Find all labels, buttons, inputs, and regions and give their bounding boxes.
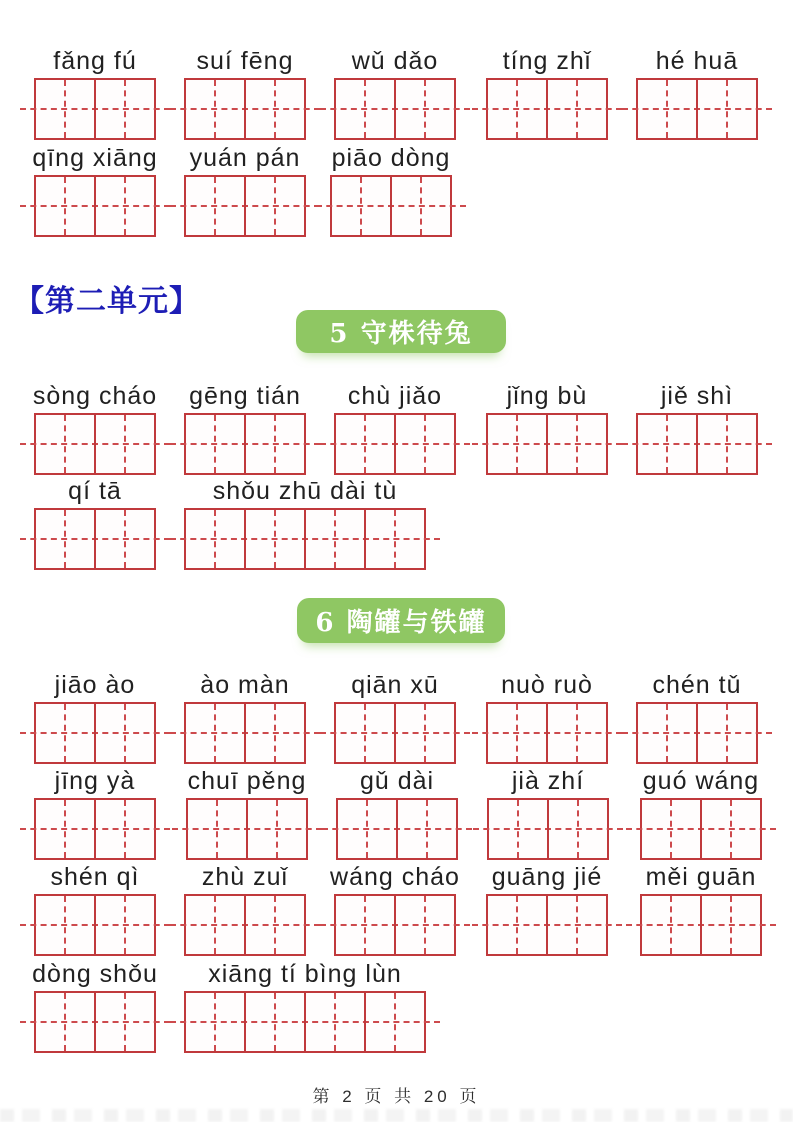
word-block — [636, 46, 758, 140]
pinyin-label: qiān xū — [351, 671, 439, 699]
word-block — [34, 143, 156, 237]
pinyin-label: gǔ dài — [359, 767, 435, 795]
pinyin-label: shǒu zhū dài tù — [212, 477, 398, 505]
writing-grid — [336, 798, 458, 860]
grid-cell — [36, 704, 94, 762]
grid-cell — [336, 704, 394, 762]
grid-cell — [188, 800, 246, 858]
writing-grid — [486, 702, 608, 764]
writing-grid — [640, 798, 762, 860]
pinyin-label: ào màn — [200, 671, 290, 699]
pinyin-label: qí tā — [68, 477, 122, 505]
grid-cell — [489, 800, 547, 858]
pinyin-label: qīng xiāng — [32, 144, 158, 172]
grid-cell — [304, 510, 364, 568]
grid-cell — [94, 177, 154, 235]
word-block — [186, 766, 308, 860]
watermark-strip — [0, 1109, 793, 1122]
grid-cell — [336, 415, 394, 473]
word-block — [334, 670, 456, 764]
word-block — [184, 670, 306, 764]
grid-cell — [36, 510, 94, 568]
grid-cell — [642, 800, 700, 858]
word-block — [486, 46, 608, 140]
writing-grid — [334, 78, 456, 140]
word-block — [184, 143, 306, 237]
word-block — [184, 46, 306, 140]
grid-cell — [244, 80, 304, 138]
grid-cell — [186, 415, 244, 473]
grid-cell — [546, 415, 606, 473]
pinyin-label: hé huā — [655, 47, 739, 75]
word-block — [330, 862, 460, 956]
grid-cell — [94, 415, 154, 473]
pinyin-label: guāng jié — [491, 863, 603, 891]
grid-cell — [390, 177, 450, 235]
grid-cell — [186, 80, 244, 138]
grid-cell — [394, 704, 454, 762]
pinyin-label: jiě shì — [660, 382, 734, 410]
pinyin-label: chuī pěng — [187, 767, 307, 795]
grid-cell — [700, 896, 760, 954]
grid-cell — [94, 510, 154, 568]
grid-cell — [94, 704, 154, 762]
grid-cell — [336, 80, 394, 138]
grid-cell — [36, 177, 94, 235]
word-block — [184, 959, 426, 1053]
word-block — [636, 670, 758, 764]
pinyin-label: měi guān — [645, 863, 757, 891]
writing-grid — [636, 78, 758, 140]
writing-grid — [334, 413, 456, 475]
writing-grid — [486, 894, 608, 956]
grid-cell — [94, 800, 154, 858]
writing-grid — [184, 894, 306, 956]
pinyin-label: jīng yà — [54, 767, 136, 795]
word-block — [640, 862, 762, 956]
grid-cell — [244, 415, 304, 473]
writing-grid — [486, 78, 608, 140]
writing-grid — [34, 702, 156, 764]
word-block — [34, 862, 156, 956]
writing-grid — [184, 78, 306, 140]
grid-cell — [304, 993, 364, 1051]
word-block — [34, 381, 156, 475]
pinyin-label: jiāo ào — [54, 671, 136, 699]
word-block — [486, 862, 608, 956]
grid-cell — [488, 415, 546, 473]
writing-grid — [34, 508, 156, 570]
writing-grid — [186, 798, 308, 860]
word-block — [184, 476, 426, 570]
grid-cell — [696, 80, 756, 138]
grid-cell — [638, 80, 696, 138]
grid-cell — [546, 896, 606, 954]
grid-cell — [244, 896, 304, 954]
grid-cell — [638, 415, 696, 473]
writing-grid — [34, 175, 156, 237]
grid-cell — [547, 800, 607, 858]
pinyin-label: piāo dòng — [331, 144, 451, 172]
writing-grid — [34, 991, 156, 1053]
grid-cell — [488, 704, 546, 762]
grid-cell — [488, 896, 546, 954]
writing-grid — [640, 894, 762, 956]
pinyin-label: chù jiǎo — [347, 382, 443, 410]
grid-cell — [696, 415, 756, 473]
grid-cell — [36, 415, 94, 473]
word-block — [184, 381, 306, 475]
grid-cell — [244, 993, 304, 1051]
pinyin-label: jǐng bù — [506, 382, 588, 410]
grid-cell — [394, 415, 454, 473]
grid-cell — [36, 800, 94, 858]
grid-cell — [246, 800, 306, 858]
pinyin-label: dòng shǒu — [32, 960, 158, 988]
word-block — [636, 381, 758, 475]
pinyin-label: zhù zuǐ — [201, 863, 289, 891]
grid-cell — [186, 896, 244, 954]
writing-grid — [636, 702, 758, 764]
word-block — [34, 959, 156, 1053]
pinyin-label: guó wáng — [642, 767, 760, 795]
grid-cell — [94, 80, 154, 138]
page-number: 第 2 页 共 20 页 — [312, 1087, 481, 1106]
grid-cell — [332, 177, 390, 235]
pinyin-label: shén qì — [50, 863, 140, 891]
word-block — [486, 670, 608, 764]
grid-cell — [488, 80, 546, 138]
grid-cell — [364, 510, 424, 568]
pinyin-label: yuán pán — [189, 144, 301, 172]
grid-cell — [244, 177, 304, 235]
pinyin-label: jià zhí — [511, 767, 585, 795]
word-block — [330, 143, 452, 237]
writing-grid — [34, 78, 156, 140]
writing-grid — [34, 798, 156, 860]
grid-cell — [394, 896, 454, 954]
grid-cell — [36, 80, 94, 138]
pinyin-label: fǎng fú — [53, 47, 137, 75]
writing-grid — [486, 413, 608, 475]
pinyin-label: chén tǔ — [652, 671, 742, 699]
grid-cell — [642, 896, 700, 954]
writing-grid — [487, 798, 609, 860]
grid-cell — [546, 80, 606, 138]
pinyin-label: xiāng tí bìng lùn — [208, 960, 402, 988]
grid-cell — [394, 80, 454, 138]
writing-grid — [330, 175, 452, 237]
grid-cell — [186, 704, 244, 762]
writing-grid — [636, 413, 758, 475]
grid-cell — [700, 800, 760, 858]
word-block — [184, 862, 306, 956]
grid-cell — [94, 993, 154, 1051]
grid-cell — [696, 704, 756, 762]
word-block — [487, 766, 609, 860]
pinyin-label: wǔ dǎo — [351, 47, 439, 75]
writing-grid — [184, 413, 306, 475]
grid-cell — [638, 704, 696, 762]
grid-cell — [186, 510, 244, 568]
grid-cell — [36, 993, 94, 1051]
grid-cell — [546, 704, 606, 762]
word-block — [34, 670, 156, 764]
grid-cell — [36, 896, 94, 954]
pinyin-label: wáng cháo — [330, 863, 460, 891]
pinyin-label: gēng tián — [189, 382, 301, 410]
grid-cell — [336, 896, 394, 954]
pinyin-label: nuò ruò — [501, 671, 593, 699]
word-block — [336, 766, 458, 860]
lesson-badge: 6 陶罐与铁罐 — [297, 598, 505, 643]
grid-cell — [396, 800, 456, 858]
pinyin-label: tíng zhǐ — [502, 47, 592, 75]
writing-grid — [184, 508, 426, 570]
grid-cell — [364, 993, 424, 1051]
word-block — [34, 46, 156, 140]
writing-grid — [34, 413, 156, 475]
word-block — [34, 766, 156, 860]
writing-grid — [334, 702, 456, 764]
writing-grid — [334, 894, 456, 956]
unit-header: 【第二单元】 — [14, 284, 200, 319]
writing-grid — [34, 894, 156, 956]
grid-cell — [186, 993, 244, 1051]
grid-cell — [338, 800, 396, 858]
word-block — [486, 381, 608, 475]
pinyin-label: sòng cháo — [32, 382, 158, 410]
grid-cell — [94, 896, 154, 954]
grid-cell — [244, 704, 304, 762]
word-block — [334, 46, 456, 140]
lesson-badge: 5 守株待兔 — [296, 310, 506, 353]
grid-cell — [244, 510, 304, 568]
writing-grid — [184, 702, 306, 764]
pinyin-label: suí fēng — [196, 47, 294, 75]
writing-grid — [184, 175, 306, 237]
writing-grid — [184, 991, 426, 1053]
word-block — [334, 381, 456, 475]
grid-cell — [186, 177, 244, 235]
word-block — [34, 476, 156, 570]
word-block — [640, 766, 762, 860]
